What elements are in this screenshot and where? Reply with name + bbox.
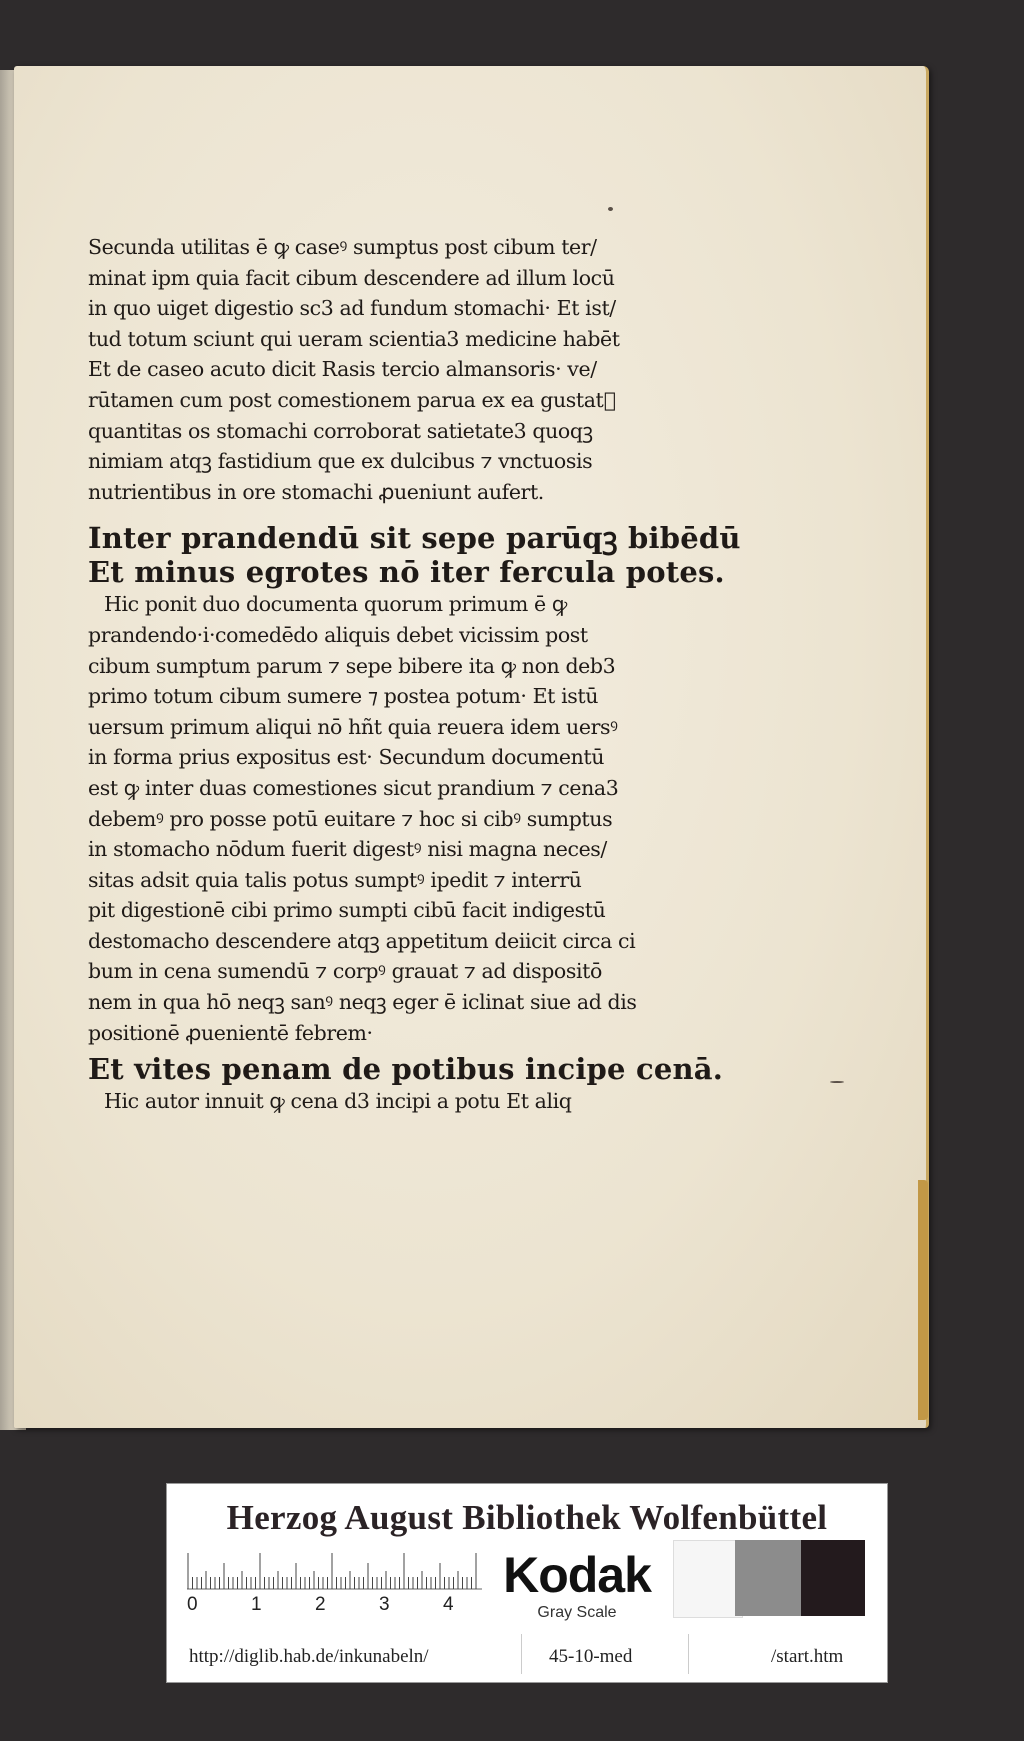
text-line: Hic ponit duo documenta quorum primum ē ꝙ [104, 592, 567, 617]
text-line: tud totum sciunt qui ueram scientia3 medicine habēt [88, 326, 620, 351]
ruler-number: 3 [379, 1594, 390, 1615]
verse-line: Et vites penam de potibus incipe cenā. [88, 1052, 724, 1087]
kodak-brand [487, 1542, 667, 1626]
text-line: in stomacho nōdum fuerit digestꝰ nisi magna neces/ [88, 837, 607, 862]
black-swatch [801, 1540, 865, 1616]
white-swatch [673, 1540, 743, 1618]
text-line: sitas adsit quia talis potus sumptꝰ ipedit ⁊ interrū [88, 867, 582, 892]
text-line: est ꝙ inter duas comestiones sicut prandium ⁊ cena3 [88, 775, 619, 800]
text-line: in quo uiget digestio sc3 ad fundum stomachi· Et ist/ [88, 296, 616, 321]
grayscale-label: Gray Scale [537, 1604, 617, 1621]
url-right: /start.htm [771, 1646, 844, 1667]
ruler-number: 4 [443, 1594, 454, 1615]
text-line: nutrientibus in ore stomachi ꝓueniunt aufert. [88, 479, 544, 504]
text-line: nimiam atqꝫ fastidium que ex dulcibus ⁊ vnctuosis [88, 449, 593, 474]
incunabulum-text [88, 232, 741, 1117]
text-line: positionē ꝓuenientē febrem· [88, 1020, 373, 1045]
library-title: Herzog August Bibliothek Wolfenbüttel [226, 1498, 828, 1537]
ruler-number: 2 [315, 1594, 326, 1615]
url-row [167, 1636, 887, 1676]
text-line: Hic autor innuit ꝙ cena d3 incipi a potu Et aliq [104, 1089, 572, 1114]
text-line: primo totum cibum sumere ⁊ postea potum· Et istū [88, 684, 599, 709]
text-line: bum in cena sumendū ⁊ corpꝰ grauat ⁊ ad dispositō [88, 959, 602, 984]
ruler-number: 0 [187, 1594, 198, 1615]
text-line: cibum sumptum parum ⁊ sepe bibere ita ꝙ non deb3 [88, 653, 616, 678]
ink-speck [830, 1081, 844, 1083]
text-line: destomacho descendere atqꝫ appetitum deiicit circa ci [88, 928, 636, 953]
ruler-scale [187, 1550, 482, 1590]
ruler-numbers [187, 1594, 487, 1618]
url-left: http://diglib.hab.de/inkunabeln/ [189, 1646, 429, 1667]
text-line: Secunda utilitas ē ꝙ caseꝰ sumptus post cibum ter/ [88, 235, 597, 259]
text-line: pit digestionē cibi primo sumpti cibū facit indigestū [88, 898, 606, 923]
text-line: uersum primum aliqui nō hñt quia reuera idem uersꝰ [88, 714, 618, 739]
text-line: prandendo·i·comedēdo aliquis debet vicissim post [88, 622, 588, 647]
text-line: in forma prius expositus est· Secundum documentū [88, 745, 605, 770]
text-line: Et de caseo acuto dicit Rasis tercio almansoris· ve/ [88, 357, 597, 382]
ink-speck [608, 207, 613, 211]
ruler-number: 1 [251, 1594, 262, 1615]
text-line: rūtamen cum post comestionem parua ex ea gustatᷣ [88, 387, 616, 412]
text-line: quantitas os stomachi corroborat satietate3 quoqꝫ [88, 418, 593, 443]
text-line: nem in qua hō neqꝫ sanꝰ neqꝫ eger ē iclinat siue ad dis [88, 990, 637, 1015]
kodak-logo: Kodak [503, 1547, 651, 1603]
verse-line: Et minus egrotes nō iter fercula potes. [88, 555, 725, 590]
text-line: debemꝰ pro posse potū euitare ⁊ hoc si cibꝰ sumptus [88, 806, 613, 831]
text-line: minat ipm quia facit cibum descendere ad illum locū [88, 265, 615, 290]
page-edge-right [918, 1180, 928, 1420]
url-center: 45-10-med [549, 1646, 633, 1667]
gray-swatch [735, 1540, 801, 1616]
verse-line: Inter prandendū sit sepe parūqꝫ bibēdū [88, 521, 741, 556]
color-target-card [166, 1483, 888, 1683]
